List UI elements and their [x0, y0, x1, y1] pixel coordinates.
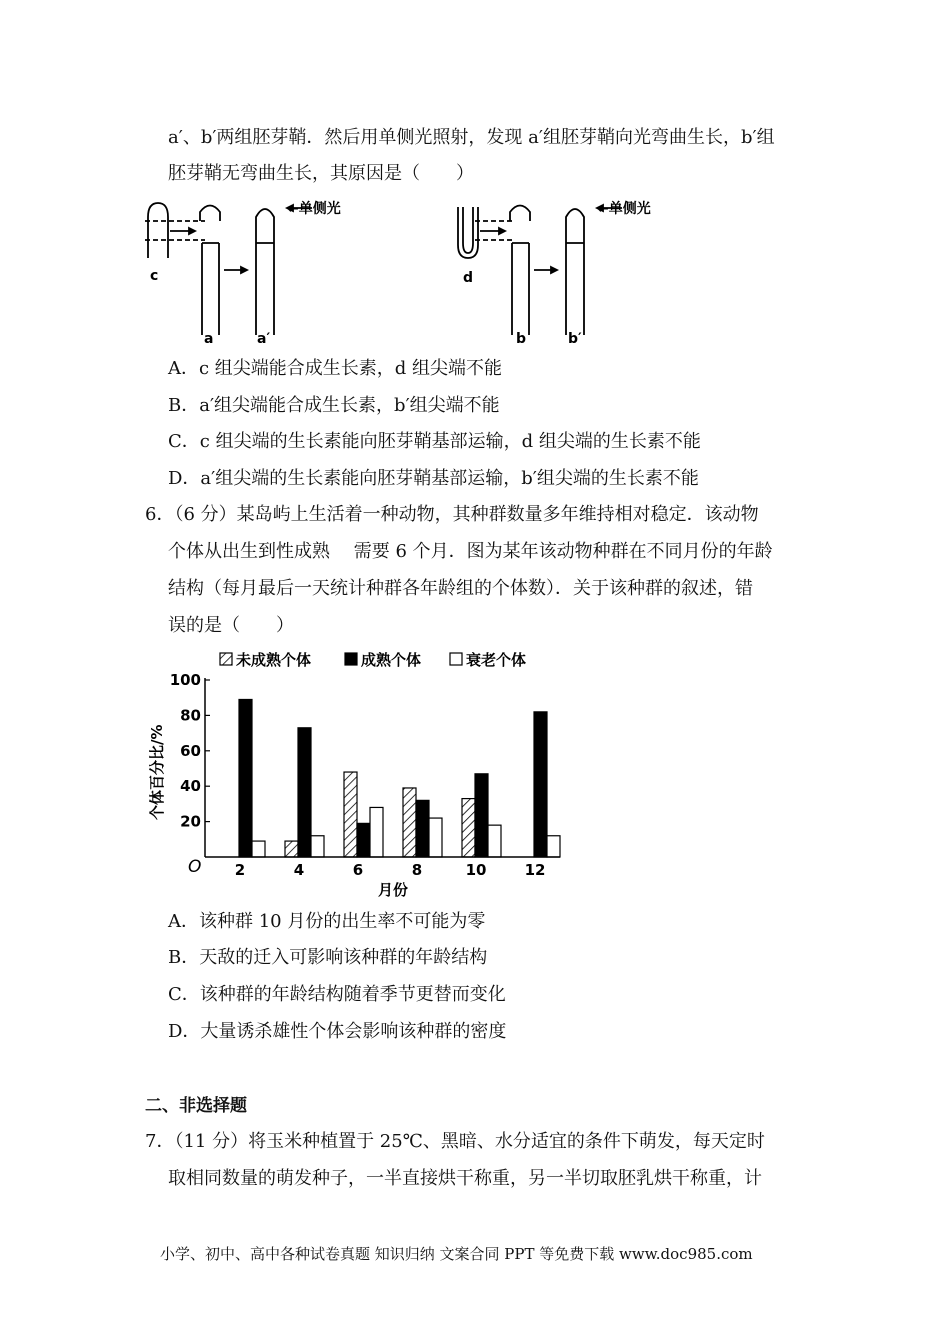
- coleoptile-a2: [256, 209, 274, 335]
- bar-mature-month-10: [475, 774, 488, 857]
- tip-c: [148, 203, 168, 258]
- tip-on-b: [510, 206, 530, 222]
- bar-senescent-month-4: [311, 836, 324, 857]
- q6-option-a: A．该种群 10 月份的出生率不可能为零: [168, 911, 486, 932]
- x-axis-label: 月份: [378, 881, 409, 899]
- label-a2: a′: [257, 331, 271, 347]
- q5-option-b: B．a′组尖端能合成生长素，b′组尖端不能: [168, 395, 500, 416]
- bar-senescent-month-6: [370, 807, 383, 857]
- tip-d: [458, 207, 478, 258]
- x-tick-label: 6: [352, 861, 364, 879]
- legend-swatch-mature: [345, 653, 357, 665]
- coleoptile-a: [202, 243, 219, 335]
- y-tick-label: 20: [180, 812, 201, 831]
- y-tick-label: 100: [169, 671, 201, 689]
- age-structure-chart: [140, 645, 570, 900]
- bar-immature-month-6: [344, 772, 357, 857]
- q6-option-b: B．天敌的迁入可影响该种群的年龄结构: [168, 947, 488, 968]
- bar-senescent-month-8: [429, 818, 442, 857]
- x-tick-label: 12: [524, 861, 546, 879]
- bar-senescent-month-10: [488, 825, 501, 857]
- coleoptile-diagram: [140, 195, 700, 350]
- x-tick-label: 2: [234, 861, 246, 879]
- bar-immature-month-8: [403, 788, 416, 857]
- bar-senescent-month-12: [547, 836, 560, 857]
- chart-legend: [220, 651, 526, 669]
- legend-swatch-senescent: [450, 653, 462, 665]
- y-tick-label: 40: [180, 777, 201, 796]
- q6-text-line1: 6．（6 分）某岛屿上生活着一种动物，其种群数量多年维持相对稳定．该动物: [145, 504, 759, 525]
- q7-text-line1: 7．（11 分）将玉米种植置于 25℃、黑暗、水分适宜的条件下萌发，每天定时: [145, 1131, 765, 1152]
- tip-on-a: [200, 206, 220, 222]
- y-axis-label: 个体百分比/%: [148, 724, 166, 820]
- x-tick-label: 4: [293, 861, 305, 879]
- bar-immature-month-10: [462, 799, 475, 857]
- bar-mature-month-8: [416, 800, 429, 857]
- light-label-right: ←单侧光: [597, 201, 651, 217]
- q7-text-line2: 取相同数量的萌发种子，一半直接烘干称重，另一半切取胚乳烘干称重，计: [168, 1168, 762, 1189]
- x-tick-label: 8: [411, 861, 423, 879]
- label-d: d: [463, 270, 474, 286]
- label-c: c: [150, 268, 159, 284]
- q6-option-d: D．大量诱杀雄性个体会影响该种群的密度: [168, 1021, 507, 1042]
- q5-text-line1: a′、b′两组胚芽鞘．然后用单侧光照射，发现 a′组胚芽鞘向光弯曲生长，b′组: [168, 127, 775, 148]
- q5-option-c: C．c 组尖端的生长素能向胚芽鞘基部运输，d 组尖端的生长素不能: [168, 431, 701, 452]
- coleoptile-b: [512, 243, 529, 335]
- label-b2: b′: [568, 331, 582, 347]
- q5-option-a: A．c 组尖端能合成生长素，d 组尖端不能: [168, 358, 503, 379]
- bar-mature-month-12: [534, 712, 547, 857]
- y-tick-label: 60: [180, 741, 201, 760]
- chart-bars: [239, 699, 560, 857]
- x-tick-label: 10: [465, 861, 487, 879]
- bar-mature-month-4: [298, 728, 311, 857]
- label-b: b: [516, 331, 527, 347]
- q5-text-line2: 胚芽鞘无弯曲生长，其原因是（ ）: [168, 163, 474, 184]
- coleoptile-b2: [566, 209, 584, 335]
- bar-immature-month-4: [285, 841, 298, 857]
- q6-option-c: C．该种群的年龄结构随着季节更替而变化: [168, 984, 506, 1005]
- label-a: a: [204, 331, 214, 347]
- bar-senescent-month-2: [252, 841, 265, 857]
- light-label-left: ←单侧光: [287, 201, 341, 217]
- origin-label: O: [188, 857, 202, 877]
- legend-swatch-immature: [220, 653, 232, 665]
- legend-immature: 未成熟个体: [236, 651, 312, 669]
- q6-text-line2: 个体从出生到性成熟 需要 6 个月．图为某年该动物种群在不同月份的年龄: [168, 541, 773, 562]
- bar-mature-month-6: [357, 823, 370, 857]
- q6-text-line4: 误的是（ ）: [168, 615, 294, 636]
- q6-text-line3: 结构（每月最后一天统计种群各年龄组的个体数）．关于该种群的叙述，错: [168, 578, 753, 599]
- bar-mature-month-2: [239, 699, 252, 857]
- page-footer: 小学、初中、高中各种试卷真题 知识归纳 文案合同 PPT 等免费下载 www.doc985.com: [160, 1245, 753, 1263]
- section-title: 二、非选择题: [145, 1096, 247, 1116]
- y-tick-label: 80: [180, 706, 201, 725]
- q5-option-d: D．a′组尖端的生长素能向胚芽鞘基部运输，b′组尖端的生长素不能: [168, 468, 699, 489]
- legend-mature: 成熟个体: [361, 651, 422, 669]
- legend-senescent: 衰老个体: [466, 651, 527, 669]
